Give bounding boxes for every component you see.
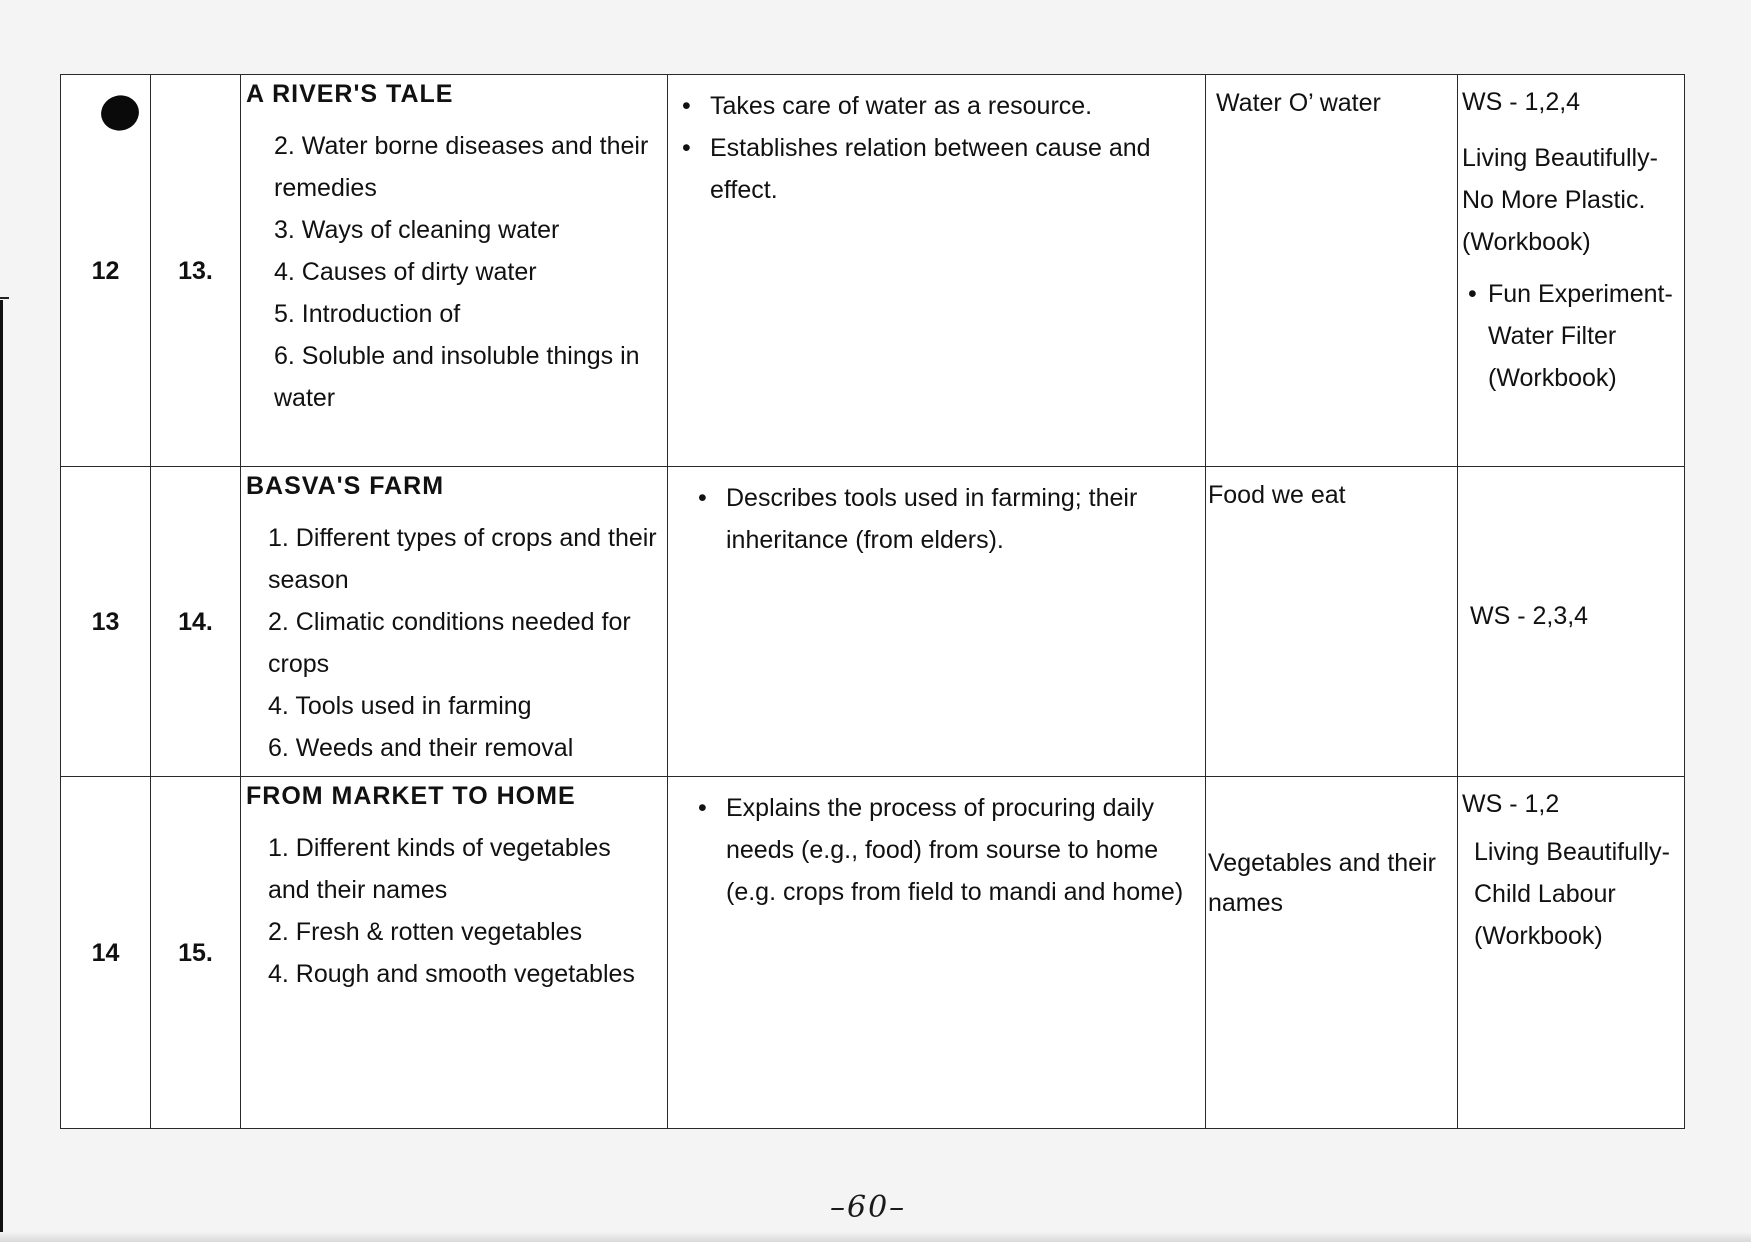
topic-cell <box>241 777 668 1129</box>
topic-title: FROM MARKET TO HOME <box>246 782 576 810</box>
subtopic-item: 1. Different kinds of vegetables and their names <box>268 834 611 904</box>
subtopic-item: 3. Ways of cleaning water <box>274 216 560 244</box>
subtopic-list <box>241 827 667 995</box>
table-row <box>61 777 1685 1129</box>
serial-number: 14 <box>61 777 151 1129</box>
syllabus-table <box>60 74 1685 1129</box>
outcome-item: • Takes care of water as a resource. <box>710 85 1195 127</box>
learning-outcome-cell <box>668 75 1206 467</box>
outcome-item: • Establishes relation between cause and effect. <box>710 127 1195 211</box>
subtopic-item: 6. Soluble and insoluble things in water <box>274 342 640 412</box>
subtopic-item: 1. Different types of crops and their season <box>268 524 657 594</box>
subtopic-list <box>241 517 667 769</box>
outcome-list <box>668 777 1205 913</box>
song-text: Water O’ water <box>1216 89 1381 117</box>
learning-outcome-cell <box>668 467 1206 777</box>
living-beautifully-ref: Living Beautifully- Child Labour (Workbook) <box>1474 838 1670 950</box>
song-cell <box>1206 777 1458 1129</box>
topic-cell <box>241 75 668 467</box>
worksheet-ref: WS - 2,3,4 <box>1470 601 1589 630</box>
subtopic-item: 2. Climatic conditions needed for crops <box>268 608 631 678</box>
week-number: 15. <box>151 777 241 1129</box>
song-cell <box>1206 75 1458 467</box>
subtopic-item: 4. Rough and smooth vegetables <box>268 960 635 988</box>
subtopic-item: 2. Fresh & rotten vegetables <box>268 918 583 946</box>
subtopic-item: 4. Tools used in farming <box>268 692 532 720</box>
outcome-list <box>668 467 1205 561</box>
serial-number: 13 <box>61 467 151 777</box>
page-number: –60– <box>830 1190 907 1225</box>
living-beautifully-ref: Living Beautifully- No More Plastic. (Workbook) <box>1462 144 1658 256</box>
outcome-item: • Describes tools used in farming; their inheritance (from elders). <box>726 477 1195 561</box>
activity-cell <box>1458 75 1685 467</box>
song-text: Vegetables and their names <box>1208 849 1436 917</box>
page-edge-shadow <box>0 300 3 1242</box>
outcome-item: • Explains the process of procuring daily needs (e.g., food) from sourse to home (e.g. crops from field to mandi and home) <box>726 787 1195 913</box>
page-edge-mark <box>0 297 9 299</box>
outcome-list <box>668 75 1205 211</box>
worksheet-ref: WS - 1,2,4 <box>1462 88 1581 116</box>
subtopic-item: 4. Causes of dirty water <box>274 258 537 286</box>
subtopic-item: 5. Introduction of <box>274 300 461 328</box>
activity-cell <box>1458 777 1685 1129</box>
topic-cell <box>241 467 668 777</box>
table-row <box>61 467 1685 777</box>
learning-outcome-cell <box>668 777 1206 1129</box>
week-number: 13. <box>151 75 241 467</box>
serial-number: 12 <box>61 75 151 467</box>
topic-title: A RIVER'S TALE <box>246 80 454 108</box>
activity-cell <box>1458 467 1685 777</box>
week-number: 14. <box>151 467 241 777</box>
experiment-text: Fun Experiment- Water Filter (Workbook) <box>1488 280 1673 392</box>
song-text: Food we eat <box>1208 481 1346 509</box>
subtopic-item: 6. Weeds and their removal <box>268 734 574 762</box>
bullet-icon: • <box>1468 280 1477 308</box>
song-cell <box>1206 467 1458 777</box>
worksheet-ref: WS - 1,2 <box>1462 790 1560 818</box>
page-bottom-edge <box>0 1232 1751 1242</box>
table-row <box>61 75 1685 467</box>
experiment-item <box>1462 273 1678 399</box>
subtopic-list <box>241 125 667 419</box>
topic-title: BASVA'S FARM <box>246 472 445 500</box>
subtopic-item: 2. Water borne diseases and their remedies <box>274 132 649 202</box>
